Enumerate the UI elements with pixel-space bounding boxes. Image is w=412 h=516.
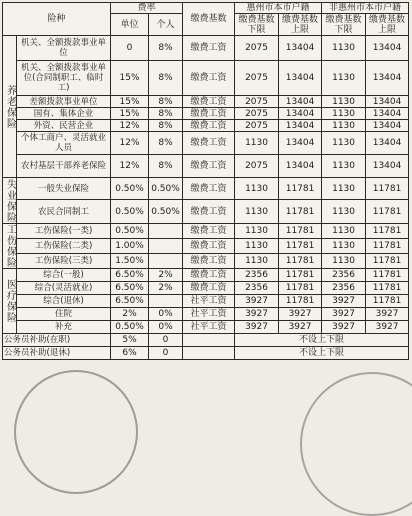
row-nonlocal-lower: 1130: [322, 254, 366, 269]
row-base: 缴费工资: [183, 96, 235, 108]
table-row: [3, 36, 409, 61]
row-person-rate: [149, 239, 183, 254]
row-nonlocal-upper: 11781: [366, 269, 409, 282]
row-local-upper: 13404: [279, 36, 322, 61]
row-unit-rate: 15%: [111, 61, 149, 96]
row-base: 缴费工资: [183, 120, 235, 132]
row-name: 一般失业保险: [17, 178, 111, 200]
row-local-upper: 13404: [279, 120, 322, 132]
table-row: [3, 61, 409, 96]
row-local-lower: 2075: [235, 61, 279, 96]
row-local-lower: 2075: [235, 108, 279, 120]
row-local-upper: 3927: [279, 321, 322, 334]
row-nonlocal-lower: 2356: [322, 269, 366, 282]
row-nonlocal-lower: 1130: [322, 239, 366, 254]
row-base: 缴费工资: [183, 224, 235, 239]
header-type: 险种: [3, 3, 111, 36]
header-local-lower: 缴费基数下限: [235, 14, 279, 36]
row-name: 补充: [17, 321, 111, 334]
row-base: 缴费工资: [183, 36, 235, 61]
row-nonlocal-upper: 11781: [366, 178, 409, 200]
header-person: 个人: [149, 14, 183, 36]
row-nonlocal-upper: 11781: [366, 254, 409, 269]
table-row: [3, 254, 409, 269]
row-nonlocal-upper: 11781: [366, 239, 409, 254]
row-local-lower: 2075: [235, 120, 279, 132]
row-local-upper: 11781: [279, 269, 322, 282]
row-local-lower: 2075: [235, 155, 279, 178]
row-name: 工伤保险(三类): [17, 254, 111, 269]
row-local-upper: 11781: [279, 200, 322, 224]
row-base: 缴费工资: [183, 132, 235, 155]
table-row: [3, 224, 409, 239]
row-base: 社平工资: [183, 295, 235, 308]
row-nonlocal-lower: 1130: [322, 132, 366, 155]
row-nonlocal-upper: 3927: [366, 321, 409, 334]
category-injury: 工伤保险: [4, 224, 16, 268]
row-unit-rate: 0.50%: [111, 321, 149, 334]
row-nonlocal-lower: 1130: [322, 178, 366, 200]
row-name: 综合(退休): [17, 295, 111, 308]
row-person-rate: [149, 224, 183, 239]
row-nonlocal-upper: 11781: [366, 295, 409, 308]
row-local-upper: 13404: [279, 96, 322, 108]
row-local-upper: 3927: [279, 308, 322, 321]
row-base: 缴费工资: [183, 61, 235, 96]
table-row: [3, 334, 409, 347]
table-row: [3, 308, 409, 321]
row-person-rate: [149, 254, 183, 269]
header-row-1: [3, 3, 409, 14]
row-local-lower: 1130: [235, 254, 279, 269]
row-local-lower: 1130: [235, 224, 279, 239]
note-no-limit: 不设上下限: [235, 347, 409, 360]
row-person-rate: 2%: [149, 269, 183, 282]
header-local-upper: 缴费基数上限: [279, 14, 322, 36]
row-local-lower: 3927: [235, 321, 279, 334]
row-local-upper: 13404: [279, 132, 322, 155]
row-nonlocal-lower: 1130: [322, 61, 366, 96]
table-row: [3, 282, 409, 295]
table-row: [3, 178, 409, 200]
row-local-lower: 2075: [235, 36, 279, 61]
row-person-rate: 8%: [149, 36, 183, 61]
row-name: 综合(一般): [17, 269, 111, 282]
row-unit-rate: 6.50%: [111, 282, 149, 295]
row-base: 缴费工资: [183, 239, 235, 254]
table-row: [3, 239, 409, 254]
row-local-upper: 11781: [279, 178, 322, 200]
row-nonlocal-lower: 1130: [322, 120, 366, 132]
row-nonlocal-upper: 13404: [366, 61, 409, 96]
row-unit-rate: 0.50%: [111, 178, 149, 200]
row-name: 工伤保险(二类): [17, 239, 111, 254]
row-local-lower: 1130: [235, 200, 279, 224]
row-name: 差额拨款事业单位: [17, 96, 111, 108]
row-person-rate: 0: [149, 334, 183, 347]
row-unit-rate: 0.50%: [111, 224, 149, 239]
row-person-rate: 2%: [149, 282, 183, 295]
row-person-rate: 0.50%: [149, 200, 183, 224]
row-unit-rate: 1.50%: [111, 254, 149, 269]
row-local-lower: 2356: [235, 269, 279, 282]
official-seal-right: [300, 372, 412, 516]
row-local-lower: 2356: [235, 282, 279, 295]
row-nonlocal-lower: 1130: [322, 224, 366, 239]
row-nonlocal-lower: 3927: [322, 295, 366, 308]
row-person-rate: [149, 295, 183, 308]
row-nonlocal-lower: 1130: [322, 200, 366, 224]
category-medical: 医疗保险: [3, 269, 17, 334]
row-nonlocal-lower: 1130: [322, 36, 366, 61]
row-unit-rate: 0: [111, 36, 149, 61]
row-name: 公务员补助(退休): [3, 347, 111, 360]
category-pension: 养老保险: [3, 36, 17, 178]
row-person-rate: 8%: [149, 108, 183, 120]
row-nonlocal-lower: 2356: [322, 282, 366, 295]
row-base: 缴费工资: [183, 178, 235, 200]
row-unit-rate: 15%: [111, 108, 149, 120]
row-base: 缴费工资: [183, 282, 235, 295]
row-unit-rate: 15%: [111, 96, 149, 108]
row-nonlocal-lower: 1130: [322, 108, 366, 120]
table-row: [3, 108, 409, 120]
row-unit-rate: 6.50%: [111, 295, 149, 308]
row-local-upper: 13404: [279, 108, 322, 120]
row-base: 社平工资: [183, 321, 235, 334]
social-insurance-table: [2, 2, 409, 360]
row-person-rate: 0: [149, 347, 183, 360]
row-local-upper: 11781: [279, 254, 322, 269]
row-base: 缴费工资: [183, 200, 235, 224]
row-nonlocal-upper: 13404: [366, 96, 409, 108]
row-local-upper: 11781: [279, 224, 322, 239]
header-unit: 单位: [111, 14, 149, 36]
header-nonlocal-upper: 缴费基数上限: [366, 14, 409, 36]
row-base: 缴费工资: [183, 155, 235, 178]
row-person-rate: 0.50%: [149, 178, 183, 200]
row-local-upper: 11781: [279, 282, 322, 295]
table-row: [3, 132, 409, 155]
row-unit-rate: 12%: [111, 155, 149, 178]
row-name: 国有、集体企业: [17, 108, 111, 120]
row-name: 外资、民营企业: [17, 120, 111, 132]
row-nonlocal-lower: 1130: [322, 96, 366, 108]
row-name: 农民合同制工: [17, 200, 111, 224]
row-base: 社平工资: [183, 308, 235, 321]
row-unit-rate: 12%: [111, 132, 149, 155]
table-row: [3, 155, 409, 178]
row-nonlocal-upper: 11781: [366, 200, 409, 224]
row-base: 缴费工资: [183, 254, 235, 269]
table-row: [3, 120, 409, 132]
category-unemployment: 失业保险: [4, 178, 16, 223]
row-person-rate: 0%: [149, 321, 183, 334]
row-unit-rate: 12%: [111, 120, 149, 132]
row-local-upper: 11781: [279, 295, 322, 308]
row-nonlocal-upper: 13404: [366, 108, 409, 120]
row-nonlocal-lower: 3927: [322, 321, 366, 334]
row-name: 机关、全额拨款事业单位: [17, 36, 111, 61]
row-nonlocal-lower: 1130: [322, 155, 366, 178]
row-name: 住院: [17, 308, 111, 321]
row-nonlocal-upper: 13404: [366, 120, 409, 132]
header-base: 缴费基数: [183, 3, 235, 36]
row-name: 工伤保险(一类): [17, 224, 111, 239]
row-local-upper: 13404: [279, 61, 322, 96]
row-person-rate: 8%: [149, 132, 183, 155]
row-unit-rate: 6%: [111, 347, 149, 360]
row-base: 缴费工资: [183, 269, 235, 282]
header-nonlocal: 非惠州市本市户籍: [322, 3, 409, 14]
row-nonlocal-upper: 3927: [366, 308, 409, 321]
row-nonlocal-upper: 13404: [366, 132, 409, 155]
row-person-rate: 0%: [149, 308, 183, 321]
header-local: 惠州市本市户籍: [235, 3, 322, 14]
row-nonlocal-lower: 3927: [322, 308, 366, 321]
table-row: [3, 321, 409, 334]
row-person-rate: 8%: [149, 61, 183, 96]
row-name: 公务员补助(在职): [3, 334, 111, 347]
row-local-lower: 1130: [235, 178, 279, 200]
row-local-lower: 2075: [235, 96, 279, 108]
row-nonlocal-upper: 11781: [366, 282, 409, 295]
row-unit-rate: 1.00%: [111, 239, 149, 254]
row-name: 个体工商户、灵活就业人员: [17, 132, 111, 155]
row-nonlocal-upper: 13404: [366, 155, 409, 178]
row-base: 缴费工资: [183, 108, 235, 120]
row-base: [183, 347, 235, 360]
header-nonlocal-lower: 缴费基数下限: [322, 14, 366, 36]
row-local-lower: 3927: [235, 295, 279, 308]
row-local-upper: 11781: [279, 239, 322, 254]
row-name: 机关、全额拨款事业单位(合同制职工、临时工): [17, 61, 111, 96]
official-seal-left: [14, 370, 138, 494]
row-local-lower: 3927: [235, 308, 279, 321]
row-local-lower: 1130: [235, 239, 279, 254]
row-person-rate: 8%: [149, 120, 183, 132]
row-name: 综合(灵活就业): [17, 282, 111, 295]
row-nonlocal-upper: 13404: [366, 36, 409, 61]
table-row: [3, 96, 409, 108]
row-unit-rate: 6.50%: [111, 269, 149, 282]
row-local-lower: 1130: [235, 132, 279, 155]
row-name: 农村基层干部养老保险: [17, 155, 111, 178]
table-row: [3, 295, 409, 308]
row-person-rate: 8%: [149, 96, 183, 108]
row-unit-rate: 2%: [111, 308, 149, 321]
header-rate: 费率: [111, 3, 183, 14]
table-row: [3, 200, 409, 224]
row-unit-rate: 0.50%: [111, 200, 149, 224]
note-no-limit: 不设上下限: [235, 334, 409, 347]
row-base: [183, 334, 235, 347]
row-unit-rate: 5%: [111, 334, 149, 347]
table-row: [3, 347, 409, 360]
row-nonlocal-upper: 11781: [366, 224, 409, 239]
table-row: [3, 269, 409, 282]
row-person-rate: 8%: [149, 155, 183, 178]
row-local-upper: 13404: [279, 155, 322, 178]
